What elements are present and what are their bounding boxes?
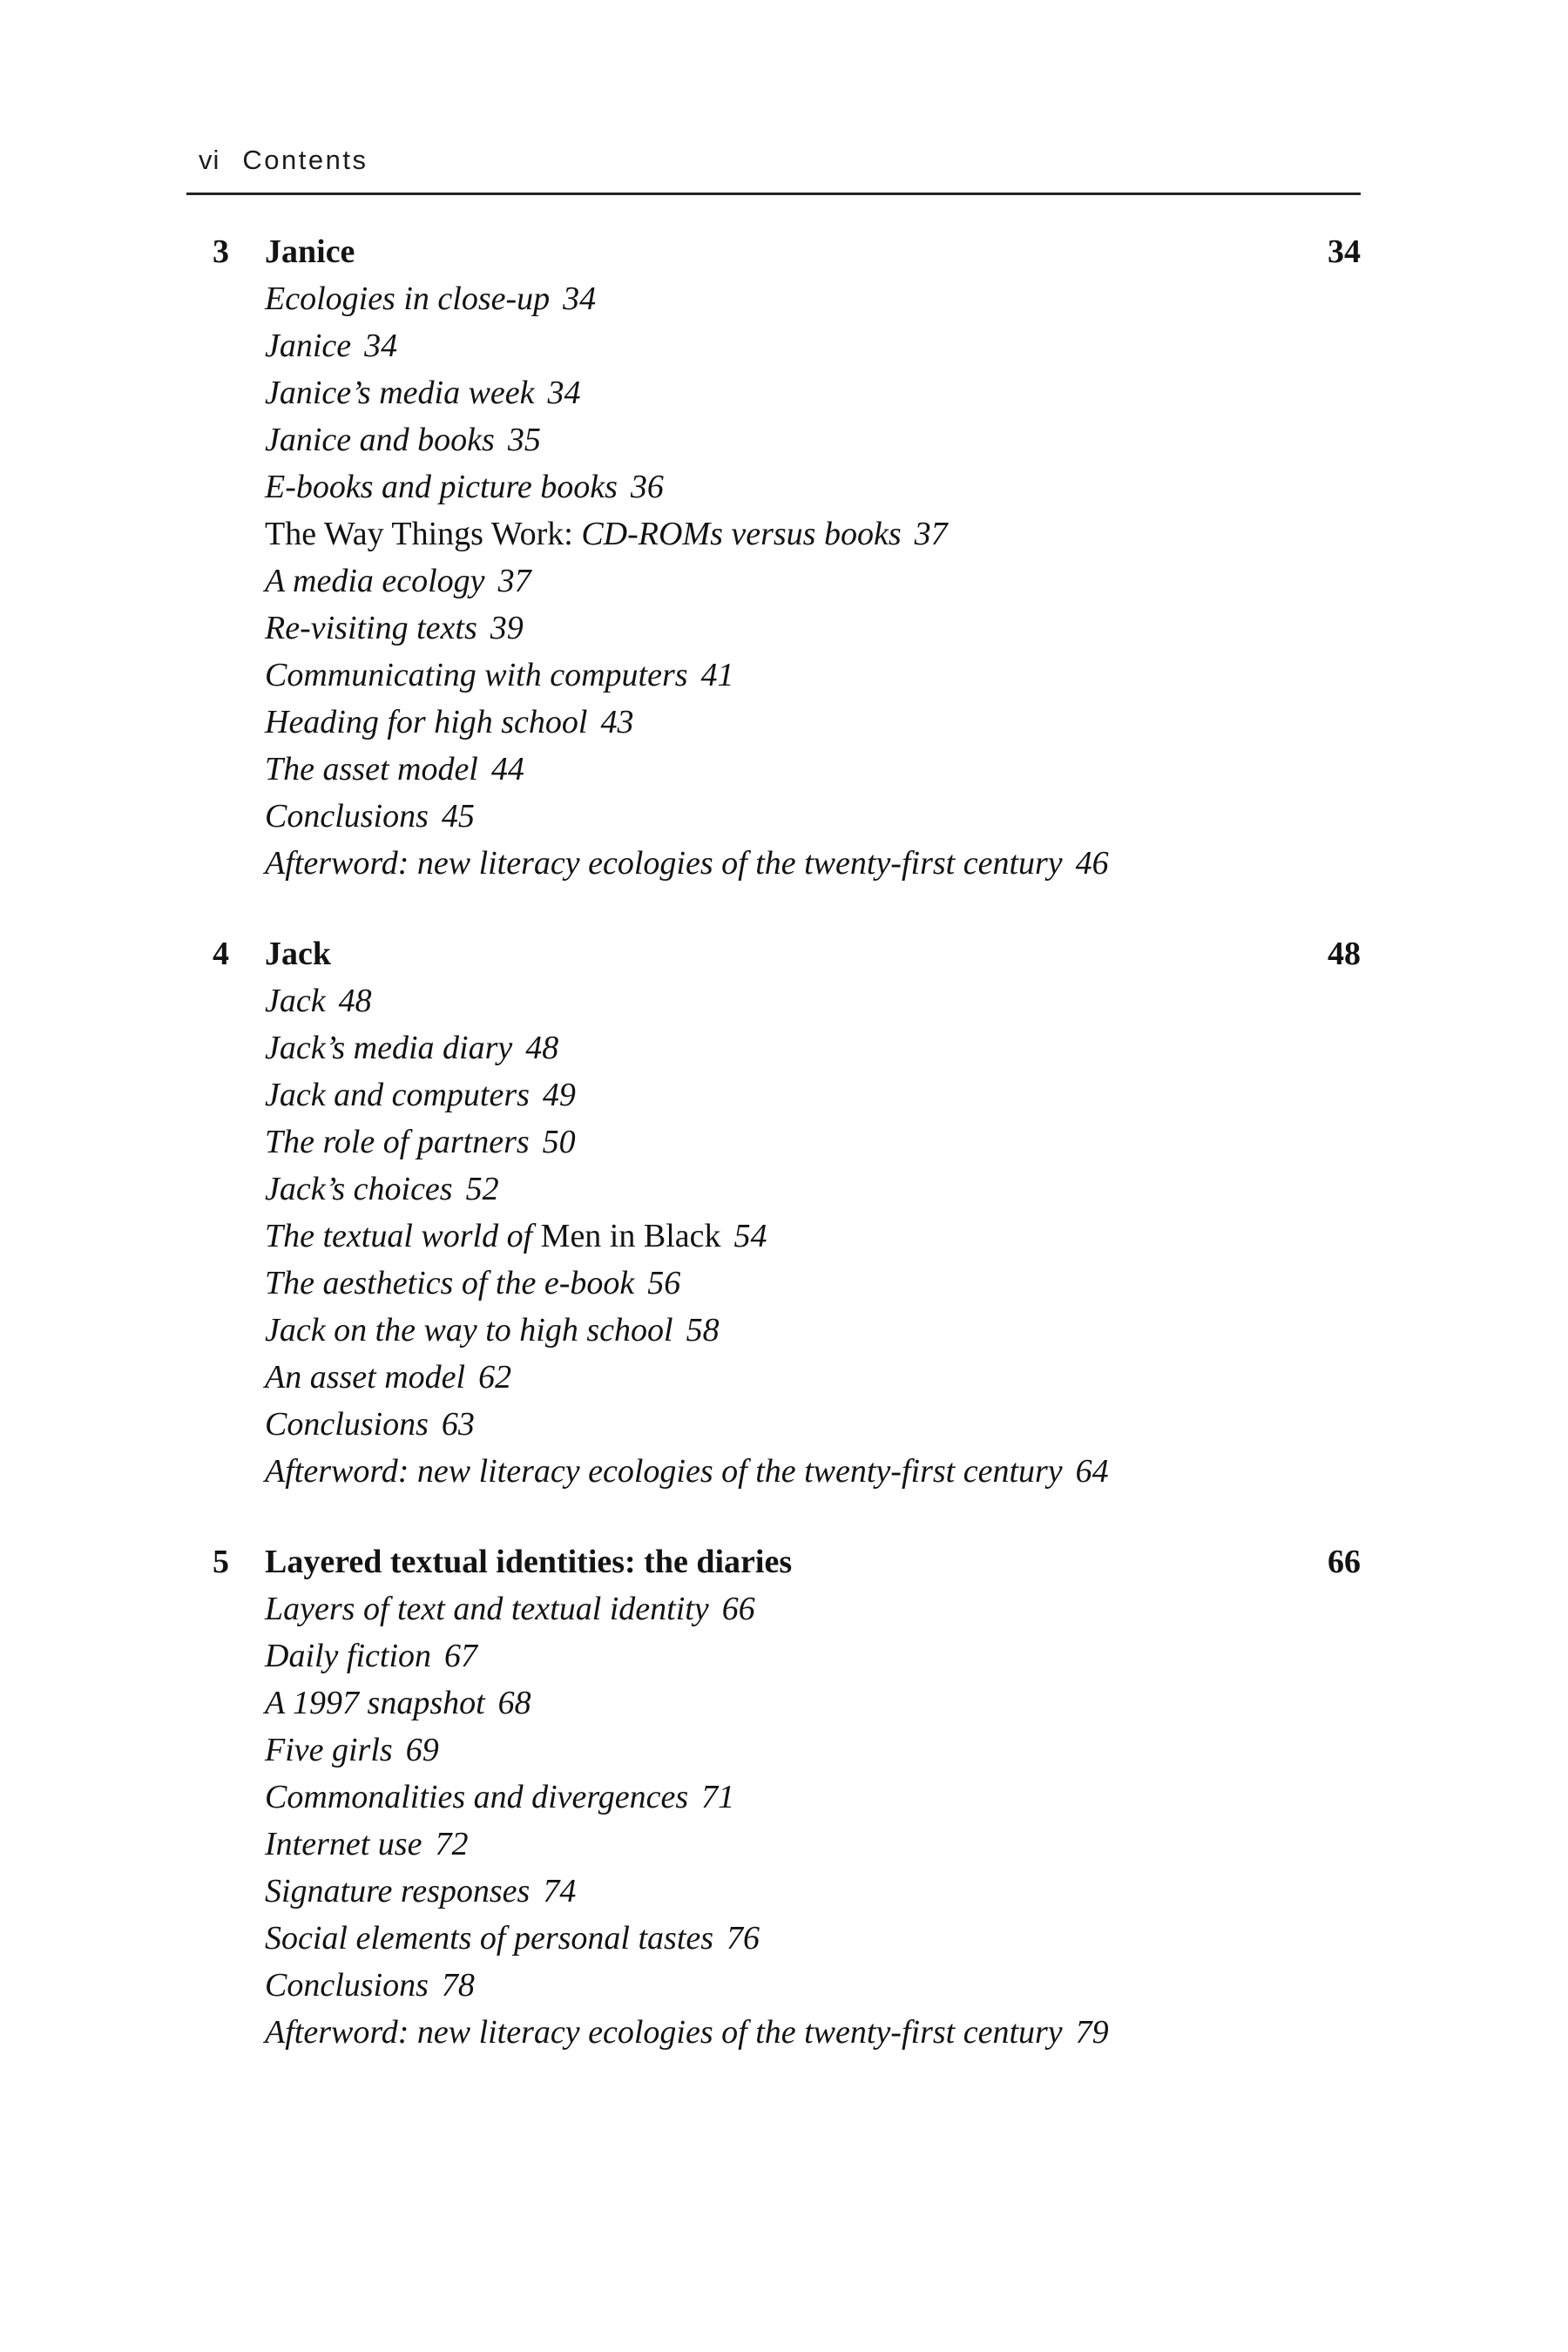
chapter-page-number: 66 [1328, 1544, 1361, 1580]
toc-entry [265, 369, 1361, 416]
toc-entry-title [265, 1873, 530, 1909]
toc-entry-page-number: 54 [733, 1218, 767, 1254]
entry-italic-segment: Communicating with computers [265, 657, 688, 693]
chapter-number: 4 [213, 936, 229, 972]
toc-entry-title [265, 610, 477, 646]
entry-italic-segment: Social elements of personal tastes [265, 1920, 714, 1957]
toc-entry-title [265, 1312, 673, 1348]
toc-entry-title [265, 1920, 713, 1957]
entry-roman-segment: Men in Black [540, 1218, 721, 1254]
toc-entry [265, 793, 1361, 840]
toc-entry-title [265, 2014, 1063, 2051]
toc-entry [265, 1680, 1361, 1727]
toc-entry-title [265, 1359, 465, 1396]
toc-entry-page-number: 50 [542, 1124, 576, 1160]
entry-italic-segment: Janice and books [265, 422, 495, 458]
toc-entry-page-number: 43 [600, 704, 634, 740]
toc-entry [265, 840, 1361, 887]
toc-entry-title [265, 1077, 530, 1113]
toc-entry-page-number: 34 [547, 375, 581, 411]
entry-italic-segment: Signature responses [265, 1873, 531, 1909]
toc-entry [265, 2009, 1361, 2056]
entry-italic-segment: Internet use [265, 1826, 422, 1862]
toc-entry-page-number: 72 [435, 1826, 469, 1862]
entry-italic-segment: Afterword: new literacy ecologies of the twenty-first century [265, 1453, 1063, 1490]
toc-entry-title [265, 1732, 393, 1768]
toc-entry-title [265, 1406, 429, 1443]
toc-entry-page-number: 58 [686, 1312, 720, 1348]
toc-entry-page-number: 46 [1075, 845, 1109, 882]
entry-italic-segment: The textual world of [265, 1218, 541, 1254]
entry-italic-segment: Afterword: new literacy ecologies of the twenty-first century [265, 2014, 1063, 2051]
toc-entry [265, 1354, 1361, 1401]
toc-entry [265, 977, 1361, 1024]
toc-entry [265, 1401, 1361, 1448]
toc-entry-title [265, 751, 478, 787]
chapter-block [213, 228, 1361, 887]
chapter-number: 5 [213, 1544, 229, 1580]
toc-entry-page-number: 37 [497, 563, 531, 599]
chapter-entries [265, 977, 1361, 1495]
chapter-block [213, 930, 1361, 1495]
entry-italic-segment: E-books and picture books [265, 469, 618, 505]
toc-entry-page-number: 49 [542, 1077, 576, 1113]
toc-entry [265, 1166, 1361, 1213]
entry-italic-segment: Five girls [265, 1732, 393, 1768]
toc-entry-title [265, 1171, 453, 1207]
entry-italic-segment: The asset model [265, 751, 478, 787]
toc-entry-title [265, 563, 485, 599]
toc-entry-page-number: 37 [914, 516, 948, 552]
toc-entry [265, 746, 1361, 793]
toc-entry-page-number: 71 [701, 1779, 735, 1815]
toc-entry-page-number: 76 [727, 1920, 760, 1957]
toc-entry-title [265, 1826, 422, 1862]
chapter-page-number: 34 [1328, 233, 1361, 270]
toc-entry [265, 605, 1361, 652]
toc-entry-page-number: 48 [525, 1030, 559, 1066]
entry-italic-segment: Jack [265, 983, 326, 1019]
toc-entry [265, 1071, 1361, 1119]
toc-entry-page-number: 39 [490, 610, 524, 646]
toc-entry-title [265, 1453, 1063, 1490]
folio-page-number: vi [199, 145, 220, 175]
toc-entry-title [265, 1779, 688, 1815]
entry-italic-segment: A 1997 snapshot [265, 1685, 485, 1721]
chapter-title: Jack [265, 936, 331, 972]
chapter-title: Layered textual identities: the diaries [265, 1544, 793, 1580]
toc-entry [265, 1774, 1361, 1821]
toc-entry-page-number: 78 [441, 1967, 475, 2004]
toc-entry [265, 1307, 1361, 1354]
toc-entry-page-number: 79 [1075, 2014, 1109, 2051]
toc-entry-title [265, 1218, 721, 1254]
entry-italic-segment: An asset model [265, 1359, 466, 1396]
toc-entry-title [265, 1967, 429, 2004]
toc-entry-page-number: 66 [721, 1591, 755, 1627]
chapter-heading [213, 228, 1361, 275]
toc-entry-title [265, 1265, 634, 1301]
toc-entry-page-number: 64 [1075, 1453, 1109, 1490]
toc-entry-page-number: 44 [490, 751, 524, 787]
toc-entry [265, 322, 1361, 369]
toc-entry-page-number: 35 [507, 422, 541, 458]
toc-entry [265, 1585, 1361, 1632]
toc-entry-title [265, 983, 326, 1019]
entry-italic-segment: Conclusions [265, 1406, 429, 1443]
entry-italic-segment: Commonalities and divergences [265, 1779, 689, 1815]
chapter-entries [265, 1585, 1361, 2056]
toc-entry-title [265, 280, 550, 317]
toc-entry [265, 416, 1361, 463]
toc-entry [265, 652, 1361, 699]
toc-entry-page-number: 45 [441, 798, 475, 835]
toc-entry-page-number: 41 [700, 657, 734, 693]
toc-entry-title [265, 1591, 709, 1627]
entry-italic-segment: The role of partners [265, 1124, 530, 1160]
entry-italic-segment: Jack’s media diary [265, 1030, 513, 1066]
entry-italic-segment: Layers of text and textual identity [265, 1591, 709, 1627]
entry-italic-segment: The aesthetics of the e-book [265, 1265, 635, 1301]
entry-roman-segment: The Way Things Work: [265, 516, 582, 552]
entry-italic-segment: Ecologies in close-up [265, 280, 551, 317]
toc-entry-title [265, 375, 535, 411]
toc-entry [265, 1962, 1361, 2009]
toc-entry-title [265, 1030, 512, 1066]
toc-entry [265, 510, 1361, 558]
toc-entry-title [265, 1638, 431, 1674]
toc-entry [265, 699, 1361, 746]
header-rule [186, 193, 1361, 195]
toc-entry-page-number: 67 [444, 1638, 478, 1674]
running-head-title: Contents [242, 145, 368, 175]
entry-italic-segment: Janice’s media week [265, 375, 535, 411]
toc-entry-page-number: 34 [364, 328, 398, 364]
toc-entry [265, 1915, 1361, 1962]
toc-entry-title [265, 657, 688, 693]
chapter-title: Janice [265, 233, 355, 270]
toc-entry [265, 1448, 1361, 1495]
toc-entry-title [265, 328, 351, 364]
toc-entry-page-number: 74 [543, 1873, 577, 1909]
toc-entry-title [265, 798, 429, 835]
toc-entry-page-number: 62 [478, 1359, 512, 1396]
table-of-contents [213, 228, 1361, 2056]
chapter-entries [265, 275, 1361, 887]
entry-italic-segment: Afterword: new literacy ecologies of the twenty-first century [265, 845, 1063, 882]
entry-italic-segment: Heading for high school [265, 704, 588, 740]
toc-entry-page-number: 63 [441, 1406, 475, 1443]
toc-entry-page-number: 48 [338, 983, 372, 1019]
toc-entry [265, 463, 1361, 510]
toc-entry [265, 558, 1361, 605]
chapter-page-number: 48 [1328, 936, 1361, 972]
toc-entry-page-number: 34 [563, 280, 597, 317]
toc-entry-title [265, 516, 902, 552]
toc-entry-title [265, 1124, 530, 1160]
entry-italic-segment: Conclusions [265, 1967, 429, 2004]
toc-entry [265, 1119, 1361, 1166]
running-head [199, 145, 368, 176]
toc-entry [265, 1213, 1361, 1260]
entry-italic-segment: Re-visiting texts [265, 610, 477, 646]
entry-italic-segment: Jack on the way to high school [265, 1312, 673, 1348]
entry-italic-segment: Jack’s choices [265, 1171, 453, 1207]
toc-entry [265, 1868, 1361, 1915]
toc-entry-page-number: 36 [630, 469, 664, 505]
toc-entry-title [265, 845, 1063, 882]
toc-entry-page-number: 52 [465, 1171, 499, 1207]
toc-entry-title [265, 1685, 485, 1721]
entry-italic-segment: Daily fiction [265, 1638, 432, 1674]
chapter-heading [213, 1538, 1361, 1585]
toc-entry [265, 1632, 1361, 1680]
chapter-block [213, 1538, 1361, 2056]
toc-entry [265, 1821, 1361, 1868]
chapter-heading [213, 930, 1361, 977]
toc-entry [265, 1260, 1361, 1307]
entry-italic-segment: Jack and computers [265, 1077, 530, 1113]
toc-entry-page-number: 68 [497, 1685, 531, 1721]
toc-entry [265, 1727, 1361, 1774]
toc-entry [265, 1024, 1361, 1071]
toc-entry-title [265, 704, 587, 740]
entry-italic-segment: Janice [265, 328, 352, 364]
toc-entry-title [265, 422, 495, 458]
entry-italic-segment: CD-ROMs versus books [581, 516, 902, 552]
toc-entry [265, 275, 1361, 322]
toc-entry-title [265, 469, 618, 505]
entry-italic-segment: Conclusions [265, 798, 429, 835]
entry-italic-segment: A media ecology [265, 563, 485, 599]
toc-entry-page-number: 69 [405, 1732, 439, 1768]
chapter-number: 3 [213, 233, 229, 270]
toc-entry-page-number: 56 [647, 1265, 681, 1301]
